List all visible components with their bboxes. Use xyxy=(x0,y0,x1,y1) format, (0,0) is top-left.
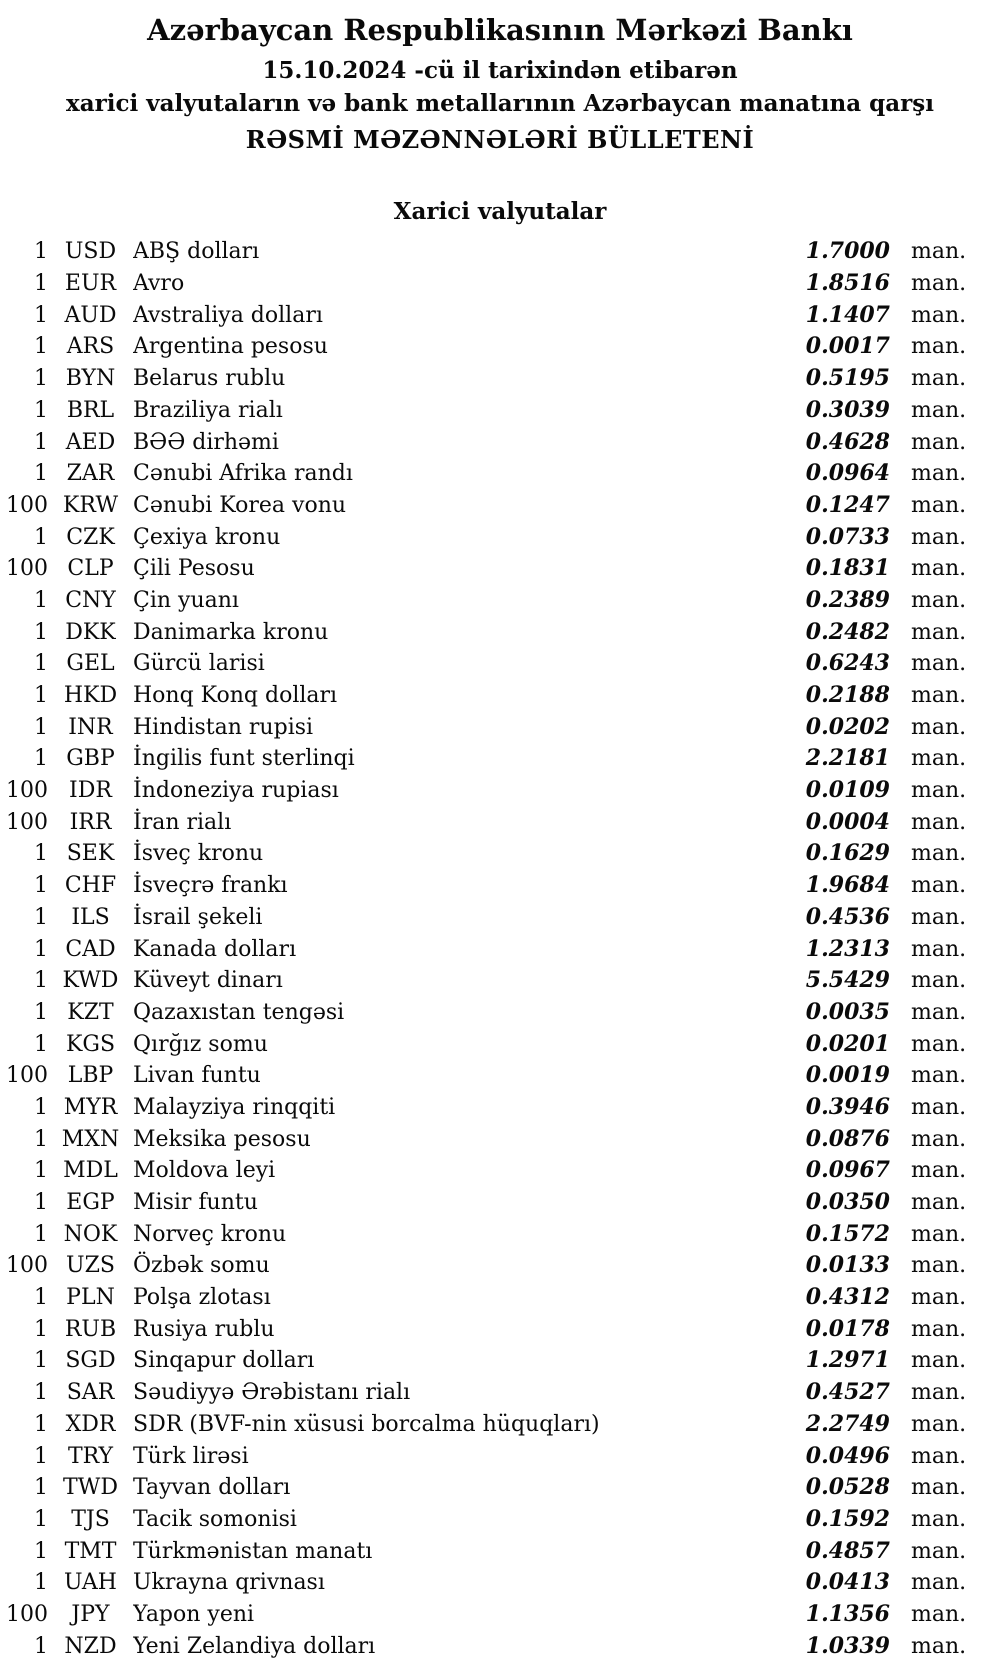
rate-value-cell: 0.6243 xyxy=(805,650,890,677)
currency-name-cell: Türkmənistan manatı xyxy=(133,1538,373,1564)
table-row xyxy=(0,807,1000,839)
unit-label-cell: man. xyxy=(911,714,967,740)
currency-code-cell: ARS xyxy=(66,334,115,360)
quantity-cell: 100 xyxy=(6,1063,48,1089)
unit-label-cell: man. xyxy=(911,1443,967,1469)
table-row xyxy=(0,458,1000,490)
currency-name-cell: Argentina pesosu xyxy=(133,334,328,360)
bank-title: Azərbaycan Respublikasının Mərkəzi Bankı xyxy=(147,13,853,47)
currency-name-cell: Tayvan dolları xyxy=(133,1475,291,1501)
quantity-cell: 1 xyxy=(34,1094,48,1120)
table-row xyxy=(0,965,1000,997)
quantity-cell: 100 xyxy=(6,1601,48,1627)
table-row xyxy=(0,1377,1000,1409)
table-row xyxy=(0,1345,1000,1377)
currency-name-cell: Küveyt dinarı xyxy=(133,968,283,994)
currency-name-cell: Norveç kronu xyxy=(133,1221,287,1247)
table-row xyxy=(0,1631,1000,1663)
table-row xyxy=(0,1441,1000,1473)
quantity-cell: 1 xyxy=(34,936,48,962)
currency-code-cell: USD xyxy=(64,239,117,265)
currency-code-cell: BYN xyxy=(65,366,116,392)
currency-name-cell: Qazaxıstan tengəsi xyxy=(133,999,345,1025)
quantity-cell: 100 xyxy=(6,809,48,835)
quantity-cell: 1 xyxy=(34,524,48,550)
unit-label-cell: man. xyxy=(911,999,967,1025)
unit-label-cell: man. xyxy=(911,1411,967,1437)
currency-code-cell: HKD xyxy=(63,683,118,708)
quantity-cell: 1 xyxy=(34,904,48,930)
table-row xyxy=(0,648,1000,680)
currency-name-cell: Hindistan rupisi xyxy=(133,714,314,740)
currency-name-cell: Cənubi Afrika randı xyxy=(133,461,353,487)
currency-code-cell: AUD xyxy=(64,302,117,328)
rate-value-cell: 0.4628 xyxy=(805,428,890,455)
rate-value-cell: 0.4536 xyxy=(805,903,890,930)
table-row xyxy=(0,236,1000,268)
unit-label-cell: man. xyxy=(911,1380,967,1406)
table-row xyxy=(0,743,1000,775)
currency-name-cell: Polşa zlotası xyxy=(133,1285,271,1311)
table-row xyxy=(0,1409,1000,1441)
rate-value-cell: 0.0496 xyxy=(805,1442,890,1469)
table-row xyxy=(0,522,1000,554)
currency-code-cell: TWD xyxy=(63,1475,118,1501)
rate-value-cell: 0.0178 xyxy=(805,1315,890,1342)
table-row xyxy=(0,775,1000,807)
table-row xyxy=(0,1219,1000,1251)
rate-value-cell: 0.0109 xyxy=(805,777,890,804)
quantity-cell: 1 xyxy=(34,1348,48,1374)
table-row xyxy=(0,1536,1000,1568)
table-row xyxy=(0,997,1000,1029)
exchange-rates-table xyxy=(0,236,1000,1662)
table-row xyxy=(0,934,1000,966)
currency-code-cell: INR xyxy=(68,714,113,740)
rate-value-cell: 0.2389 xyxy=(805,586,890,613)
rate-value-cell: 0.1572 xyxy=(805,1220,890,1247)
table-row xyxy=(0,553,1000,585)
currency-name-cell: Yapon yeni xyxy=(133,1601,255,1627)
currency-code-cell: ILS xyxy=(71,904,110,930)
currency-code-cell: JPY xyxy=(71,1601,110,1627)
rate-value-cell: 0.5195 xyxy=(805,365,890,392)
unit-label-cell: man. xyxy=(911,1221,967,1247)
table-row xyxy=(0,870,1000,902)
unit-label-cell: man. xyxy=(911,1126,967,1152)
currency-code-cell: XDR xyxy=(65,1411,116,1437)
currency-code-cell: LBP xyxy=(67,1063,114,1089)
quantity-cell: 1 xyxy=(34,334,48,360)
currency-code-cell: MDL xyxy=(63,1158,118,1184)
currency-name-cell: Çili Pesosu xyxy=(133,556,255,582)
unit-label-cell: man. xyxy=(911,366,967,392)
currency-code-cell: KZT xyxy=(67,999,114,1025)
quantity-cell: 1 xyxy=(34,746,48,772)
quantity-cell: 100 xyxy=(6,778,48,804)
quantity-cell: 1 xyxy=(34,1316,48,1342)
rate-value-cell: 0.0528 xyxy=(805,1474,890,1501)
quantity-cell: 1 xyxy=(34,1031,48,1057)
currency-name-cell: Kanada dolları xyxy=(133,936,297,962)
currency-code-cell: AED xyxy=(65,429,116,455)
currency-name-cell: İsveçrə frankı xyxy=(133,873,288,899)
unit-label-cell: man. xyxy=(911,841,967,867)
currency-name-cell: Çexiya kronu xyxy=(133,524,281,550)
table-row xyxy=(0,1282,1000,1314)
table-row xyxy=(0,1060,1000,1092)
quantity-cell: 100 xyxy=(6,556,48,582)
currency-name-cell: Özbək somu xyxy=(133,1253,270,1279)
rate-value-cell: 0.0350 xyxy=(805,1189,890,1215)
unit-label-cell: man. xyxy=(911,1570,967,1596)
table-row xyxy=(0,902,1000,934)
rate-value-cell: 0.1629 xyxy=(805,840,890,867)
currency-name-cell: Livan funtu xyxy=(133,1063,261,1089)
rate-value-cell: 0.0202 xyxy=(805,713,890,740)
table-row xyxy=(0,363,1000,395)
currency-code-cell: CHF xyxy=(64,873,117,899)
rate-value-cell: 0.3946 xyxy=(805,1093,890,1120)
currency-code-cell: CNY xyxy=(65,587,116,613)
currency-code-cell: MXN xyxy=(61,1126,120,1152)
currency-name-cell: Tacik somonisi xyxy=(133,1506,297,1532)
currency-name-cell: Gürcü larisi xyxy=(133,651,265,677)
currency-name-cell: Malayziya rinqqiti xyxy=(133,1094,336,1120)
rate-value-cell: 1.2971 xyxy=(805,1347,890,1374)
table-row xyxy=(0,1029,1000,1061)
unit-label-cell: man. xyxy=(911,1094,967,1120)
quantity-cell: 1 xyxy=(34,683,48,708)
quantity-cell: 1 xyxy=(34,587,48,613)
currency-name-cell: Misir funtu xyxy=(133,1190,258,1215)
quantity-cell: 1 xyxy=(34,461,48,487)
unit-label-cell: man. xyxy=(911,334,967,360)
currency-name-cell: Yeni Zelandiya dolları xyxy=(133,1633,376,1659)
unit-label-cell: man. xyxy=(911,1506,967,1532)
currency-code-cell: CAD xyxy=(65,936,116,962)
unit-label-cell: man. xyxy=(911,1475,967,1501)
currency-name-cell: BƏƏ dirhəmi xyxy=(133,429,279,455)
table-row xyxy=(0,1599,1000,1631)
table-row xyxy=(0,300,1000,332)
unit-label-cell: man. xyxy=(911,746,967,772)
unit-label-cell: man. xyxy=(911,873,967,899)
quantity-cell: 1 xyxy=(34,1570,48,1596)
currency-name-cell: Danimarka kronu xyxy=(133,619,329,645)
quantity-cell: 1 xyxy=(34,1158,48,1184)
quantity-cell: 1 xyxy=(34,1380,48,1406)
currency-code-cell: TRY xyxy=(67,1443,114,1469)
rate-value-cell: 1.2313 xyxy=(805,935,890,962)
unit-label-cell: man. xyxy=(911,1253,967,1279)
rate-value-cell: 0.1247 xyxy=(805,491,890,518)
currency-code-cell: SAR xyxy=(66,1380,115,1406)
unit-label-cell: man. xyxy=(911,1031,967,1057)
unit-label-cell: man. xyxy=(911,1601,967,1627)
quantity-cell: 1 xyxy=(34,1633,48,1659)
quantity-cell: 1 xyxy=(34,366,48,392)
currency-name-cell: SDR (BVF-nin xüsusi borcalma hüquqları) xyxy=(133,1411,600,1437)
currency-name-cell: Çin yuanı xyxy=(133,587,239,613)
unit-label-cell: man. xyxy=(911,968,967,994)
currency-name-cell: İngilis funt sterlinqi xyxy=(133,746,355,772)
rate-value-cell: 0.0413 xyxy=(805,1569,890,1596)
unit-label-cell: man. xyxy=(911,429,967,455)
unit-label-cell: man. xyxy=(911,1190,967,1215)
unit-label-cell: man. xyxy=(911,683,967,708)
unit-label-cell: man. xyxy=(911,239,967,265)
quantity-cell: 1 xyxy=(34,397,48,423)
subtitle-official-rates-bulletin: RƏSMİ MƏZƏNNƏLƏRİ BÜLLETENİ xyxy=(245,124,755,154)
currency-code-cell: UAH xyxy=(64,1570,117,1596)
quantity-cell: 1 xyxy=(34,271,48,297)
quantity-cell: 1 xyxy=(34,1475,48,1501)
rate-value-cell: 1.9684 xyxy=(805,872,890,899)
unit-label-cell: man. xyxy=(911,271,967,297)
rate-value-cell: 2.2181 xyxy=(805,745,890,772)
currency-name-cell: Honq Konq dolları xyxy=(133,683,338,708)
currency-code-cell: BRL xyxy=(66,397,115,423)
unit-label-cell: man. xyxy=(911,1348,967,1374)
table-row xyxy=(0,1504,1000,1536)
quantity-cell: 1 xyxy=(34,873,48,899)
currency-name-cell: Braziliya rialı xyxy=(133,397,283,423)
table-row xyxy=(0,838,1000,870)
currency-code-cell: KRW xyxy=(62,492,119,518)
currency-code-cell: ZAR xyxy=(66,461,115,487)
section-title-foreign-currencies: Xarici valyutalar xyxy=(393,197,607,225)
rate-value-cell: 0.0017 xyxy=(805,333,890,360)
currency-name-cell: Belarus rublu xyxy=(133,366,286,392)
table-row xyxy=(0,1124,1000,1156)
currency-code-cell: KWD xyxy=(62,968,119,994)
rate-value-cell: 0.0733 xyxy=(805,523,890,550)
quantity-cell: 1 xyxy=(34,1538,48,1564)
unit-label-cell: man. xyxy=(911,556,967,582)
unit-label-cell: man. xyxy=(911,397,967,423)
unit-label-cell: man. xyxy=(911,904,967,930)
unit-label-cell: man. xyxy=(911,461,967,487)
currency-code-cell: NZD xyxy=(64,1633,117,1659)
quantity-cell: 1 xyxy=(34,429,48,455)
currency-code-cell: DKK xyxy=(65,619,116,645)
table-row xyxy=(0,427,1000,459)
currency-code-cell: IDR xyxy=(69,778,112,804)
rate-value-cell: 0.1592 xyxy=(805,1505,890,1532)
unit-label-cell: man. xyxy=(911,1538,967,1564)
currency-name-cell: İsveç kronu xyxy=(133,841,264,867)
currency-code-cell: EUR xyxy=(64,271,117,297)
unit-label-cell: man. xyxy=(911,936,967,962)
quantity-cell: 1 xyxy=(34,714,48,740)
currency-name-cell: Moldova leyi xyxy=(133,1158,276,1184)
currency-code-cell: TMT xyxy=(64,1538,117,1564)
quantity-cell: 1 xyxy=(34,1190,48,1215)
currency-name-cell: Türk lirəsi xyxy=(133,1443,249,1469)
rate-value-cell: 0.4312 xyxy=(805,1284,890,1311)
unit-label-cell: man. xyxy=(911,587,967,613)
quantity-cell: 1 xyxy=(34,239,48,265)
table-row xyxy=(0,1155,1000,1187)
quantity-cell: 1 xyxy=(34,841,48,867)
currency-code-cell: EGP xyxy=(66,1190,115,1215)
rate-value-cell: 0.3039 xyxy=(805,396,890,423)
currency-name-cell: Avro xyxy=(133,271,185,297)
table-row xyxy=(0,268,1000,300)
currency-code-cell: GBP xyxy=(66,746,115,772)
currency-name-cell: İndoneziya rupiası xyxy=(133,778,339,804)
unit-label-cell: man. xyxy=(911,778,967,804)
currency-name-cell: Avstraliya dolları xyxy=(133,302,323,328)
table-row xyxy=(0,395,1000,427)
rate-value-cell: 0.2188 xyxy=(805,682,890,708)
currency-code-cell: PLN xyxy=(66,1285,115,1311)
quantity-cell: 1 xyxy=(34,1285,48,1311)
unit-label-cell: man. xyxy=(911,1158,967,1184)
quantity-cell: 1 xyxy=(34,968,48,994)
table-row xyxy=(0,490,1000,522)
currency-code-cell: SEK xyxy=(66,841,115,867)
currency-name-cell: Səudiyyə Ərəbistanı rialı xyxy=(133,1380,411,1406)
rate-value-cell: 1.0339 xyxy=(805,1632,890,1659)
rate-value-cell: 0.0133 xyxy=(805,1252,890,1279)
quantity-cell: 1 xyxy=(34,1221,48,1247)
unit-label-cell: man. xyxy=(911,1316,967,1342)
table-row xyxy=(0,1187,1000,1219)
rate-value-cell: 1.8516 xyxy=(805,270,890,297)
rate-value-cell: 1.1407 xyxy=(805,301,890,328)
currency-name-cell: Ukrayna qrivnası xyxy=(133,1570,325,1596)
currency-name-cell: ABŞ dolları xyxy=(133,239,260,265)
rate-value-cell: 1.7000 xyxy=(805,238,890,265)
currency-code-cell: UZS xyxy=(66,1253,115,1279)
quantity-cell: 100 xyxy=(6,492,48,518)
rate-value-cell: 1.1356 xyxy=(805,1600,890,1627)
quantity-cell: 1 xyxy=(34,302,48,328)
rate-value-cell: 0.0964 xyxy=(805,460,890,487)
currency-code-cell: CLP xyxy=(67,556,114,582)
unit-label-cell: man. xyxy=(911,1063,967,1089)
currency-code-cell: NOK xyxy=(63,1221,118,1247)
table-row xyxy=(0,712,1000,744)
unit-label-cell: man. xyxy=(911,492,967,518)
quantity-cell: 1 xyxy=(34,999,48,1025)
rate-value-cell: 5.5429 xyxy=(805,967,890,994)
quantity-cell: 1 xyxy=(34,1126,48,1152)
quantity-cell: 1 xyxy=(34,619,48,645)
currency-code-cell: GEL xyxy=(66,651,115,677)
table-row xyxy=(0,585,1000,617)
unit-label-cell: man. xyxy=(911,651,967,677)
currency-name-cell: İsrail şekeli xyxy=(133,904,263,930)
currency-code-cell: TJS xyxy=(71,1506,110,1532)
currency-name-cell: İran rialı xyxy=(133,809,232,835)
table-row xyxy=(0,1567,1000,1599)
table-row xyxy=(0,1092,1000,1124)
unit-label-cell: man. xyxy=(911,1285,967,1311)
effective-date-line: 15.10.2024 -cü il tarixindən etibarən xyxy=(262,56,738,84)
currency-name-cell: Cənubi Korea vonu xyxy=(133,492,347,518)
rate-value-cell: 0.0004 xyxy=(805,808,890,835)
rate-value-cell: 0.0876 xyxy=(805,1125,890,1152)
quantity-cell: 1 xyxy=(34,1506,48,1532)
table-row xyxy=(0,680,1000,712)
unit-label-cell: man. xyxy=(911,302,967,328)
unit-label-cell: man. xyxy=(911,1633,967,1659)
rate-value-cell: 0.1831 xyxy=(805,555,890,582)
currency-name-cell: Rusiya rublu xyxy=(133,1316,275,1342)
rate-value-cell: 0.0201 xyxy=(805,1030,890,1057)
currency-name-cell: Meksika pesosu xyxy=(133,1126,311,1152)
rate-value-cell: 0.0035 xyxy=(805,998,890,1025)
table-row xyxy=(0,1314,1000,1346)
quantity-cell: 1 xyxy=(34,1411,48,1437)
table-row xyxy=(0,1472,1000,1504)
currency-code-cell: MYR xyxy=(63,1094,118,1120)
rate-value-cell: 0.2482 xyxy=(805,618,890,645)
unit-label-cell: man. xyxy=(911,619,967,645)
unit-label-cell: man. xyxy=(911,524,967,550)
rate-value-cell: 0.4857 xyxy=(805,1537,890,1564)
quantity-cell: 1 xyxy=(34,1443,48,1469)
currency-code-cell: SGD xyxy=(65,1348,116,1374)
rate-value-cell: 0.4527 xyxy=(805,1379,890,1406)
rate-value-cell: 2.2749 xyxy=(805,1410,890,1437)
rate-value-cell: 0.0967 xyxy=(805,1157,890,1184)
subtitle-currencies-and-metals: xarici valyutaların və bank metallarının Azərbaycan manatına qarşı xyxy=(66,90,934,118)
currency-name-cell: Sinqapur dolları xyxy=(133,1348,315,1374)
table-row xyxy=(0,331,1000,363)
unit-label-cell: man. xyxy=(911,809,967,835)
currency-code-cell: RUB xyxy=(64,1316,117,1342)
currency-code-cell: CZK xyxy=(66,524,115,550)
rate-value-cell: 0.0019 xyxy=(805,1062,890,1089)
currency-code-cell: KGS xyxy=(65,1031,116,1057)
currency-code-cell: IRR xyxy=(69,809,112,835)
quantity-cell: 1 xyxy=(34,651,48,677)
table-row xyxy=(0,617,1000,649)
quantity-cell: 100 xyxy=(6,1253,48,1279)
currency-name-cell: Qırğız somu xyxy=(133,1031,268,1057)
table-row xyxy=(0,1250,1000,1282)
